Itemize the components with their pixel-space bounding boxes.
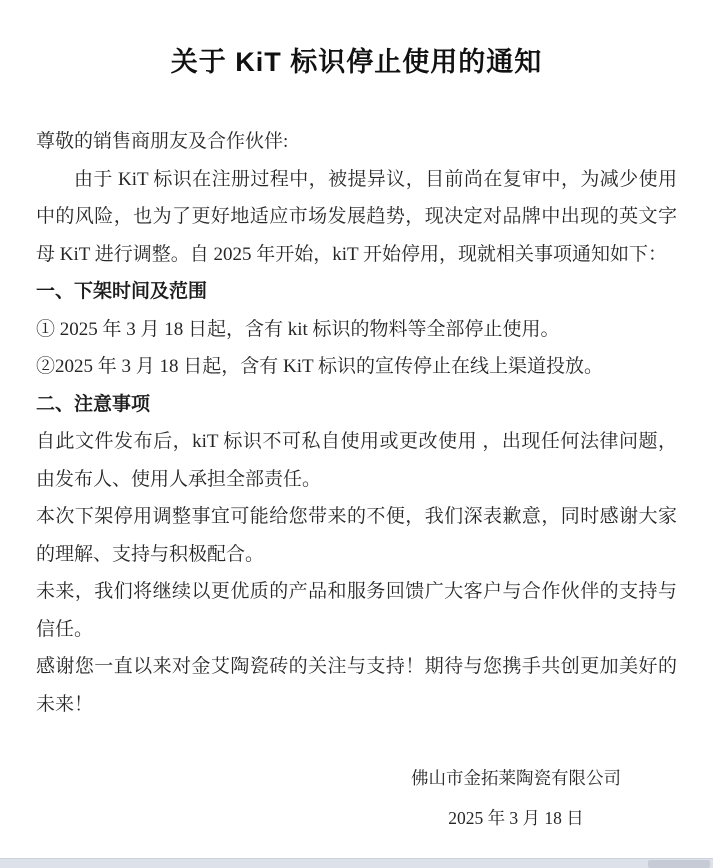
signature-date: 2025 年 3 月 18 日 (448, 808, 584, 828)
signature-company: 佛山市金拓莱陶瓷有限公司 (411, 768, 621, 788)
section-1-item-1: ① 2025 年 3 月 18 日起，含有 kit 标识的物料等全部停止使用。 (36, 318, 560, 340)
section-1-item-2: ②2025 年 3 月 18 日起，含有 KiT 标识的宣传停止在线上渠道投放。 (36, 356, 604, 377)
scrollbar-thumb[interactable] (648, 860, 710, 868)
section-2-paragraph-2: 本次下架停用调整事宜可能给您带来的不便，我们深表歉意，同时感谢大家的理解、支持与积极配合。 (36, 506, 677, 565)
signature-block (411, 765, 621, 831)
notice-title: 关于 KiT 标识停止使用的通知 (170, 47, 543, 77)
notice-body (36, 123, 677, 723)
horizontal-scrollbar[interactable] (0, 858, 713, 868)
section-2-paragraph-3: 未来，我们将继续以更优质的产品和服务回馈广大客户与合作伙伴的支持与信任。 (36, 581, 677, 640)
section-2-paragraph-1: 自此文件发布后，kiT 标识不可私自使用或更改使用 ，出现任何法律问题，由发布人、使用人承担全部责任。 (36, 431, 677, 490)
document-content (0, 45, 713, 831)
section-1-heading: 一、下架时间及范围 (36, 281, 208, 302)
intro-paragraph: 由于 KiT 标识在注册过程中，被提异议，目前尚在复审中，为减少使用中的风险，也为了更好地适应市场发展趋势，现决定对品牌中出现的英文字母 KiT 进行调整。自 2025 年开始，kiT 开始停用，现就相关事项通知如下： (36, 168, 677, 265)
section-2-paragraph-4: 感谢您一直以来对金艾陶瓷砖的关注与支持！期待与您携手共创更加美好的未来！ (36, 656, 677, 715)
section-2-heading: 二、注意事项 (36, 393, 151, 415)
salutation: 尊敬的销售商朋友及合作伙伴: (36, 131, 289, 152)
